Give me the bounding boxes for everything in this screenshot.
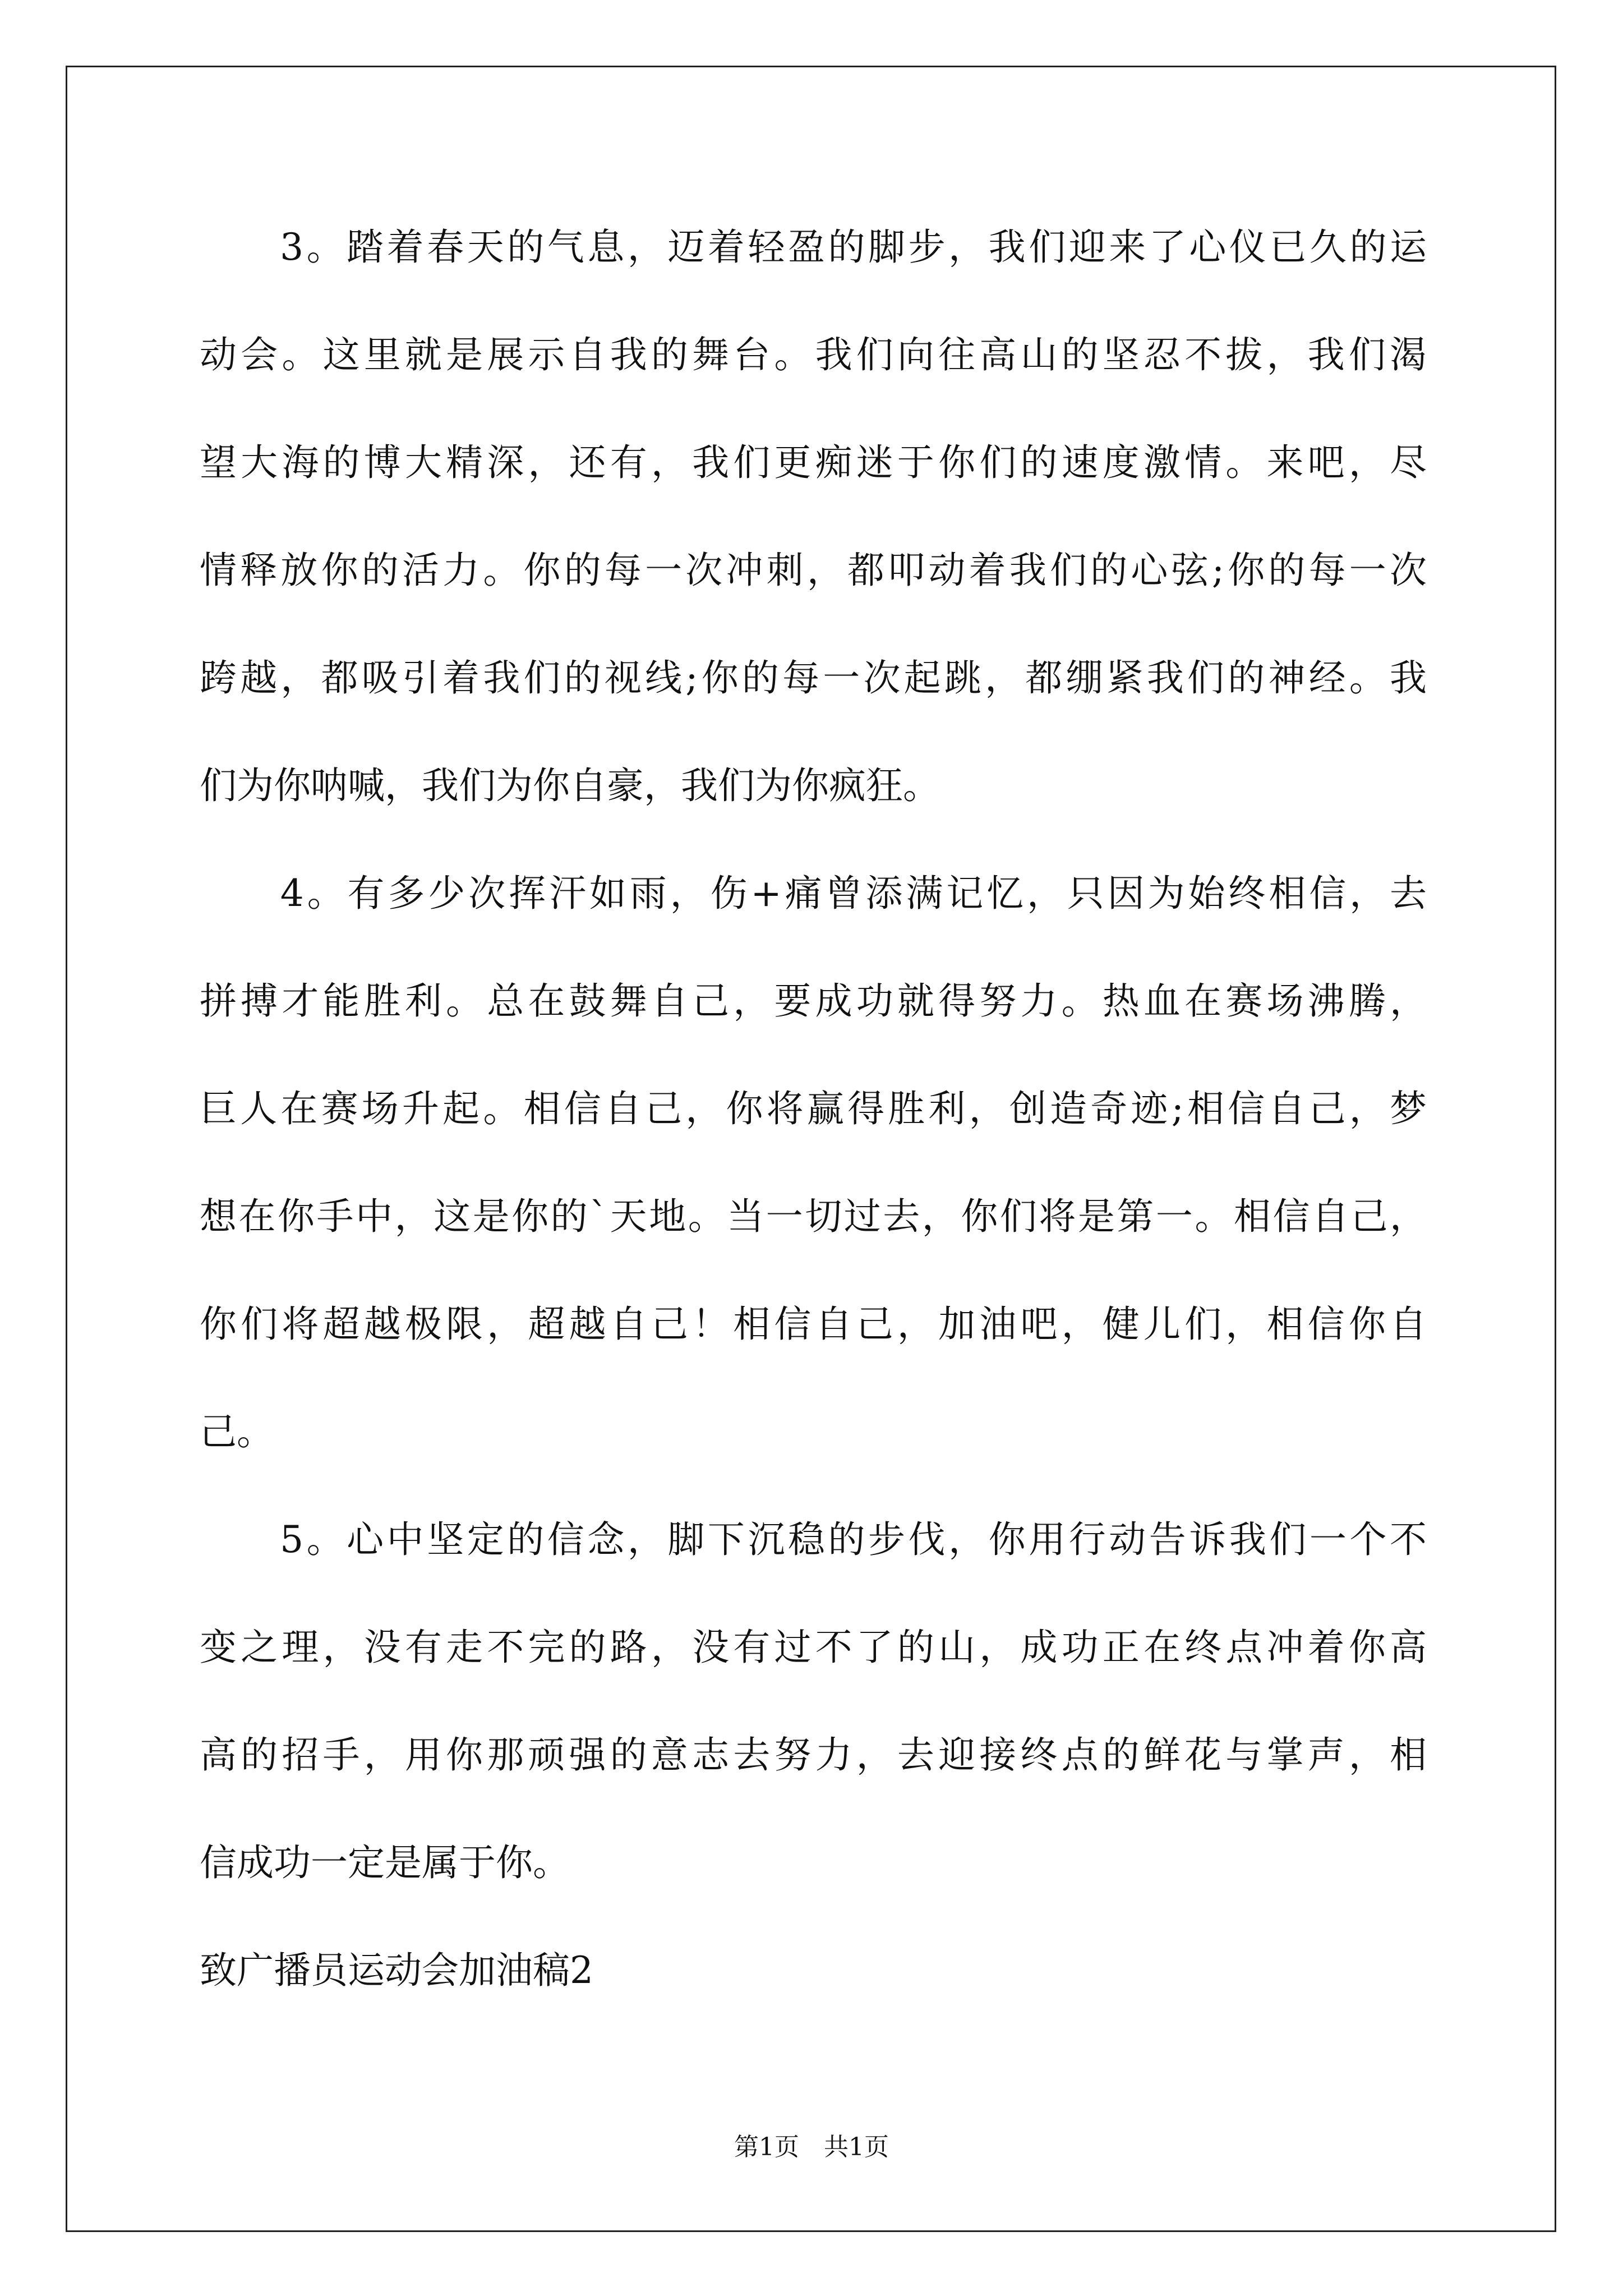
paragraph-2-line-6: 己。 — [200, 1410, 274, 1453]
paragraph-2-line-5: 你们将超越极限，超越自己！相信自己，加油吧，健儿们，相信你自 — [200, 1303, 1427, 1346]
paragraph-1-line-1: 3。踏着春天的气息，迈着轻盈的脚步，我们迎来了心仪已久的运 — [200, 226, 1427, 269]
page-border — [66, 66, 1556, 2232]
paragraph-1-line-4: 情释放你的活力。你的每一次冲刺，都叩动着我们的心弦;你的每一次 — [200, 549, 1427, 592]
paragraph-1-line-3: 望大海的博大精深，还有，我们更痴迷于你们的速度激情。来吧，尽 — [200, 441, 1427, 484]
paragraph-1-line-5: 跨越，都吸引着我们的视线;你的每一次起跳，都绷紧我们的神经。我 — [200, 656, 1427, 700]
paragraph-3-line-3: 高的招手，用你那顽强的意志去努力，去迎接终点的鲜花与掌声，相 — [200, 1733, 1427, 1777]
page-footer: 第1页 共1页 — [734, 2133, 889, 2161]
paragraph-2-line-4: 想在你手中，这是你的`天地。当一切过去，你们将是第一。相信自己， — [200, 1195, 1427, 1238]
section-heading: 致广播员运动会加油稿2 — [200, 1949, 593, 1992]
paragraph-2-line-1: 4。有多少次挥汗如雨，伤+痛曾添满记忆，只因为始终相信，去 — [200, 872, 1427, 915]
paragraph-3-line-1: 5。心中坚定的信念，脚下沉稳的步伐，你用行动告诉我们一个不 — [200, 1518, 1427, 1561]
paragraph-3-line-2: 变之理，没有走不完的路，没有过不了的山，成功正在终点冲着你高 — [200, 1626, 1427, 1669]
paragraph-1-line-6: 们为你呐喊，我们为你自豪，我们为你疯狂。 — [200, 764, 940, 807]
paragraph-2-line-3: 巨人在赛场升起。相信自己，你将赢得胜利，创造奇迹;相信自己，梦 — [200, 1087, 1427, 1130]
paragraph-3-line-4: 信成功一定是属于你。 — [200, 1841, 570, 1884]
paragraph-1-line-2: 动会。这里就是展示自我的舞台。我们向往高山的坚忍不拔，我们渴 — [200, 333, 1427, 376]
paragraph-2-line-2: 拼搏才能胜利。总在鼓舞自己，要成功就得努力。热血在赛场沸腾， — [200, 979, 1427, 1023]
